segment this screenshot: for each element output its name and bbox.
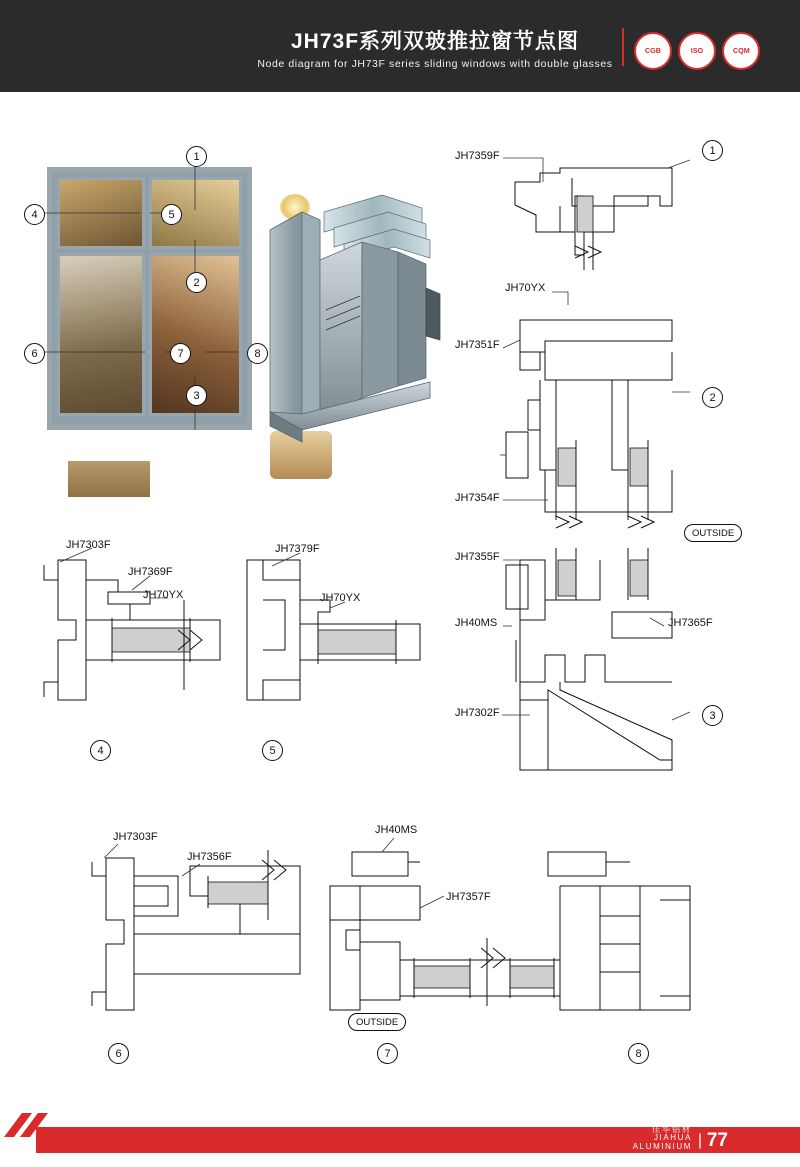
part-label-jh70yx-left: JH70YX [143, 589, 184, 601]
section-tag-2: 2 [702, 387, 723, 408]
photo-callout-5: 5 [161, 204, 182, 225]
photo-callout-3: 3 [186, 385, 207, 406]
photo-callout-2: 2 [186, 272, 207, 293]
brand-name-chinese: 佳华铝材 [652, 1124, 692, 1134]
part-label-jh7351f: JH7351F [455, 339, 500, 351]
photo-callout-6: 6 [24, 343, 45, 364]
outside-indicator-right: OUTSIDE [684, 524, 742, 542]
section-tag-3: 3 [702, 705, 723, 726]
section-tag-1: 1 [702, 140, 723, 161]
page-title-chinese: JH73F系列双玻推拉窗节点图 [290, 30, 580, 53]
part-label-jh7359f: JH7359F [455, 150, 500, 162]
jiahua-logo-icon [0, 1111, 52, 1141]
part-label-jh7303f-bottom: JH7303F [113, 831, 158, 843]
part-label-jh7355f: JH7355F [455, 551, 500, 563]
part-label-jh7365f: JH7365F [668, 617, 713, 629]
brand-block [633, 1126, 692, 1151]
part-label-jh7356f: JH7356F [187, 851, 232, 863]
part-label-jh40ms-bottom: JH40MS [375, 824, 418, 836]
part-label-jh7379f: JH7379F [275, 543, 320, 555]
section-tag-4: 4 [90, 740, 111, 761]
brand-subtitle: ALUMINIUM [632, 1141, 692, 1151]
photo-callout-7: 7 [170, 343, 191, 364]
section-tag-5: 5 [262, 740, 283, 761]
footer-separator: | [697, 1132, 702, 1149]
part-label-jh70yx-right: JH70YX [320, 592, 361, 604]
photo-callout-4: 4 [24, 204, 45, 225]
page-title-english: Node diagram for JH73F series sliding windows with double glasses [257, 58, 613, 70]
outside-indicator-bottom: OUTSIDE [348, 1013, 406, 1031]
section-tag-8: 8 [628, 1043, 649, 1064]
cqm-badge-label: CQM [732, 46, 750, 55]
brand-name-english: JIAHUA [653, 1133, 692, 1143]
section-tag-6: 6 [108, 1043, 129, 1064]
cgb-badge-label: CGB [644, 46, 662, 55]
page-footer [0, 1111, 800, 1167]
part-label-jh7303f-mid: JH7303F [66, 539, 111, 551]
photo-callout-1: 1 [186, 146, 207, 167]
photo-callout-8: 8 [247, 343, 268, 364]
part-label-jh7357f: JH7357F [446, 891, 491, 903]
part-label-jh40ms-right: JH40MS [455, 617, 498, 629]
page-number: 77 [706, 1130, 728, 1151]
section-tag-7: 7 [377, 1043, 398, 1064]
part-label-jh7369f: JH7369F [128, 566, 173, 578]
part-label-jh70yx-top: JH70YX [505, 282, 546, 294]
part-label-jh7302f: JH7302F [455, 707, 500, 719]
part-label-jh7354f: JH7354F [455, 492, 500, 504]
iso-badge-label: ISO [690, 46, 704, 55]
